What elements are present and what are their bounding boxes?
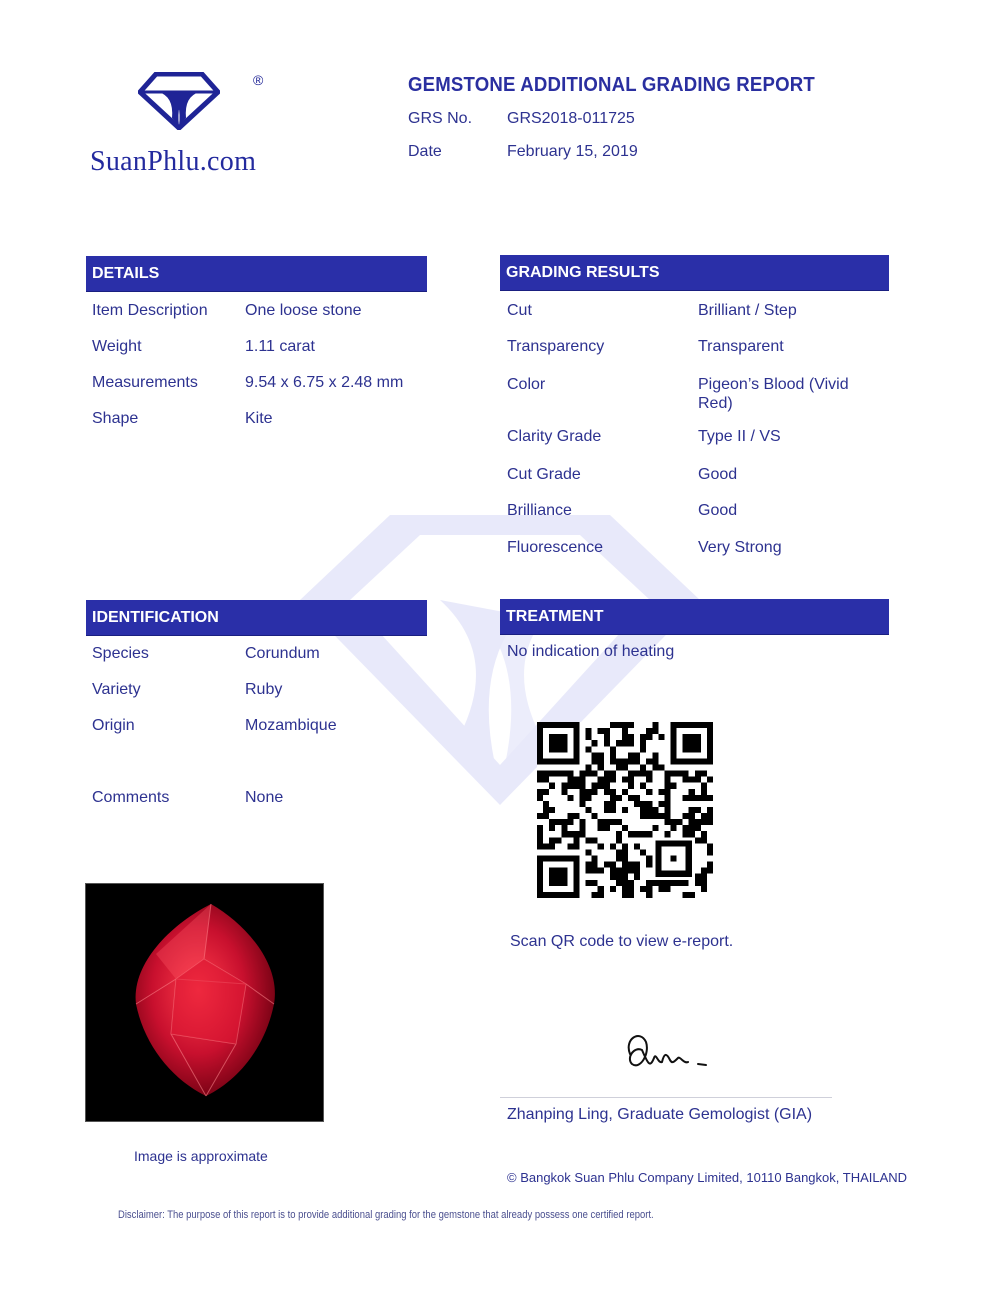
grading-label: Clarity Grade [507,428,602,445]
grading-label: Fluorescence [507,539,604,556]
identification-label: Variety [92,681,141,698]
details-value: 1.11 carat [245,338,315,355]
comments-value: None [245,789,284,806]
treatment-text: No indication of heating [507,643,675,660]
identification-value: Mozambique [245,717,337,734]
identification-value: Ruby [245,681,283,698]
grading-label: Color [507,376,546,393]
grading-value: Pigeon’s Blood (Vivid Red) [698,376,849,412]
grading-value: Very Strong [698,539,782,556]
disclaimer-text: Disclaimer: The purpose of this report is to provide additional grading for the gemstone that already possess one certified report. [118,1209,654,1221]
identification-heading: IDENTIFICATION [86,600,427,636]
identification-label: Species [92,645,149,662]
details-value: One loose stone [245,302,362,319]
treatment-heading: TREATMENT [500,599,889,635]
brand-name: SuanPhlu.com [90,146,257,177]
ruby-icon [86,884,323,1121]
signer-name: Zhanping Ling, Graduate Gemologist (GIA) [507,1106,813,1123]
date-value: February 15, 2019 [507,143,638,160]
grading-label: Cut [507,302,532,319]
grs-value: GRS2018-011725 [507,110,635,127]
signature-line [500,1097,832,1098]
details-label: Measurements [92,374,198,391]
details-value: Kite [245,410,273,427]
grading-value: Good [698,502,738,519]
details-heading: DETAILS [86,256,427,292]
details-label: Shape [92,410,139,427]
qr-caption: Scan QR code to view e-report. [510,933,734,950]
grading-label: Brilliance [507,502,572,519]
grading-label: Cut Grade [507,466,581,483]
qr-code-icon[interactable] [537,722,713,898]
image-caption: Image is approximate [134,1148,268,1164]
details-label: Item Description [92,302,208,319]
identification-value: Corundum [245,645,320,662]
grading-label: Transparency [507,338,605,355]
details-value: 9.54 x 6.75 x 2.48 mm [245,374,404,391]
grading-heading: GRADING RESULTS [500,255,889,291]
details-label: Weight [92,338,142,355]
gemstone-image [86,884,323,1121]
grading-value: Good [698,466,738,483]
registered-mark: ® [253,72,264,88]
grading-value: Brilliant / Step [698,302,797,319]
comments-label: Comments [92,789,170,806]
logo-gem-icon [138,72,220,130]
grs-label: GRS No. [408,110,473,127]
grading-value: Transparent [698,338,784,355]
copyright-text: © Bangkok Suan Phlu Company Limited, 10110 Bangkok, THAILAND [507,1170,908,1185]
grading-value: Type II / VS [698,428,781,445]
report-title: GEMSTONE ADDITIONAL GRADING REPORT [408,74,815,96]
signature-image [620,1024,720,1084]
identification-label: Origin [92,717,135,734]
date-label: Date [408,143,442,160]
